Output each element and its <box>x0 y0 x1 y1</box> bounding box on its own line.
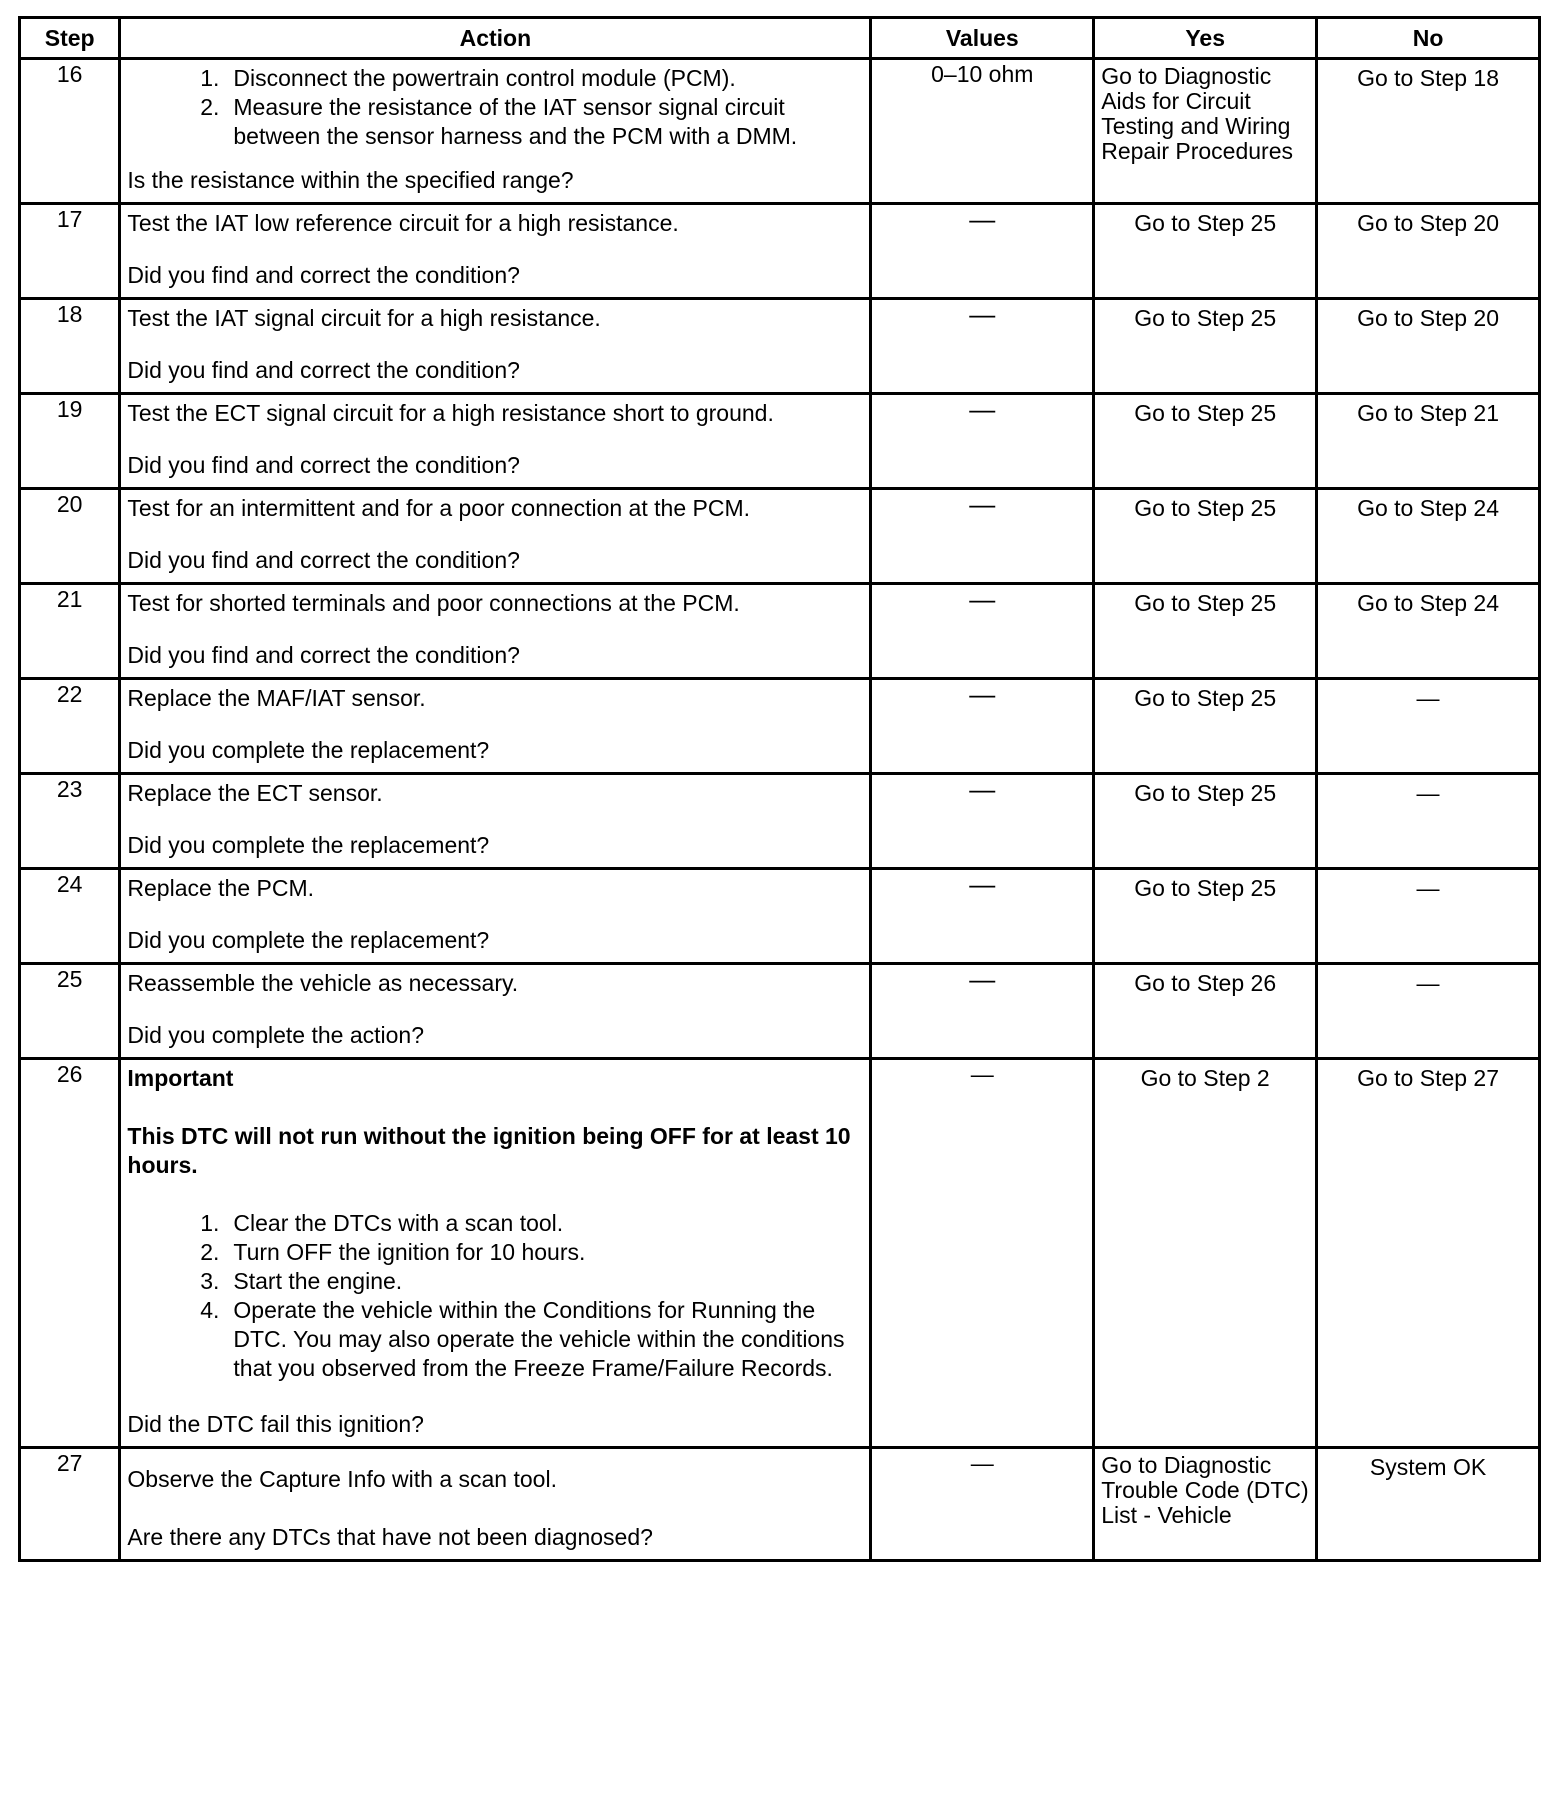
action-cell <box>120 964 871 1059</box>
step-number: 21 <box>20 584 120 679</box>
yes-cell: Go to Step 25 <box>1094 584 1317 679</box>
yes-cell: Go to Step 25 <box>1094 489 1317 584</box>
procedure-list <box>127 64 863 151</box>
values-cell: — <box>871 489 1094 584</box>
step-number: 27 <box>20 1448 120 1561</box>
values-cell: — <box>871 204 1094 299</box>
action-cell <box>120 869 871 964</box>
list-item: 3. Start the engine. <box>200 1268 403 1294</box>
no-cell: — <box>1317 679 1540 774</box>
action-text: Observe the Capture Info with a scan tool. <box>127 1466 557 1492</box>
action-cell <box>120 679 871 774</box>
action-question: Did you find and correct the condition? <box>127 547 520 573</box>
yes-cell: Go to Step 25 <box>1094 299 1317 394</box>
action-cell <box>120 59 871 204</box>
important-note: This DTC will not run without the ignition being OFF for at least 10 hours. <box>127 1123 851 1178</box>
header-action: Action <box>120 18 871 59</box>
list-item: 4. Operate the vehicle within the Conditions for Running the DTC. You may also operate the vehicle within the conditions that you observed from the Freeze Frame/Failure Records. <box>200 1297 845 1381</box>
action-question: Did you complete the action? <box>127 1022 425 1048</box>
values-cell: — <box>871 1448 1094 1561</box>
action-text: Test the ECT signal circuit for a high resistance short to ground. <box>127 400 774 426</box>
no-cell: — <box>1317 869 1540 964</box>
values-cell: — <box>871 1059 1094 1448</box>
action-cell <box>120 1059 871 1448</box>
list-item: 2. Measure the resistance of the IAT sensor signal circuit between the sensor harness and the PCM with a DMM. <box>200 94 798 149</box>
action-cell <box>120 774 871 869</box>
no-cell: System OK <box>1317 1448 1540 1561</box>
action-text: Test for an intermittent and for a poor connection at the PCM. <box>127 495 750 521</box>
values-cell: — <box>871 584 1094 679</box>
values-cell: — <box>871 964 1094 1059</box>
action-question: Did you find and correct the condition? <box>127 452 520 478</box>
action-text: Test the IAT low reference circuit for a high resistance. <box>127 210 679 236</box>
table-row <box>20 964 1540 1059</box>
action-question: Are there any DTCs that have not been diagnosed? <box>127 1524 653 1550</box>
yes-cell: Go to Step 25 <box>1094 394 1317 489</box>
values-cell: — <box>871 774 1094 869</box>
step-number: 16 <box>20 59 120 204</box>
action-question: Did the DTC fail this ignition? <box>127 1411 424 1437</box>
yes-cell: Go to Step 26 <box>1094 964 1317 1059</box>
action-question: Did you complete the replacement? <box>127 927 490 953</box>
table-row <box>20 869 1540 964</box>
step-number: 22 <box>20 679 120 774</box>
step-number: 19 <box>20 394 120 489</box>
header-step: Step <box>20 18 120 59</box>
values-cell: 0–10 ohm <box>871 59 1094 204</box>
action-text: Replace the PCM. <box>127 875 315 901</box>
table-row <box>20 394 1540 489</box>
yes-cell: Go to Diagnostic Trouble Code (DTC) List - Vehicle <box>1094 1448 1317 1561</box>
table-row <box>20 584 1540 679</box>
yes-cell: Go to Step 25 <box>1094 679 1317 774</box>
no-cell: Go to Step 24 <box>1317 584 1540 679</box>
action-question: Is the resistance within the specified range? <box>127 167 574 193</box>
list-item: 1. Clear the DTCs with a scan tool. <box>200 1210 564 1236</box>
list-item: 1. Disconnect the powertrain control module (PCM). <box>200 65 736 91</box>
header-yes: Yes <box>1094 18 1317 59</box>
values-cell: — <box>871 869 1094 964</box>
table-row <box>20 489 1540 584</box>
values-cell: — <box>871 394 1094 489</box>
no-cell: Go to Step 20 <box>1317 299 1540 394</box>
no-cell: Go to Step 27 <box>1317 1059 1540 1448</box>
action-cell <box>120 1448 871 1561</box>
action-cell <box>120 489 871 584</box>
step-number: 18 <box>20 299 120 394</box>
header-no: No <box>1317 18 1540 59</box>
no-cell: Go to Step 18 <box>1317 59 1540 204</box>
action-text: Test for shorted terminals and poor connections at the PCM. <box>127 590 740 616</box>
yes-cell: Go to Step 25 <box>1094 774 1317 869</box>
action-question: Did you find and correct the condition? <box>127 262 520 288</box>
no-cell: — <box>1317 964 1540 1059</box>
action-text: Test the IAT signal circuit for a high resistance. <box>127 305 601 331</box>
diagnostic-table <box>18 16 1541 1562</box>
yes-cell: Go to Step 2 <box>1094 1059 1317 1448</box>
important-title: Important <box>127 1065 234 1091</box>
action-cell <box>120 204 871 299</box>
table-row <box>20 774 1540 869</box>
table-row <box>20 1059 1540 1448</box>
step-number: 24 <box>20 869 120 964</box>
yes-cell: Go to Step 25 <box>1094 204 1317 299</box>
action-cell <box>120 299 871 394</box>
header-values: Values <box>871 18 1094 59</box>
table-row <box>20 204 1540 299</box>
yes-cell: Go to Diagnostic Aids for Circuit Testing and Wiring Repair Procedures <box>1094 59 1317 204</box>
action-text: Replace the ECT sensor. <box>127 780 383 806</box>
table-row <box>20 679 1540 774</box>
action-question: Did you complete the replacement? <box>127 832 490 858</box>
step-number: 17 <box>20 204 120 299</box>
action-text: Replace the MAF/IAT sensor. <box>127 685 426 711</box>
step-number: 26 <box>20 1059 120 1448</box>
action-question: Did you find and correct the condition? <box>127 642 520 668</box>
values-cell: — <box>871 299 1094 394</box>
no-cell: Go to Step 24 <box>1317 489 1540 584</box>
action-text: Reassemble the vehicle as necessary. <box>127 970 519 996</box>
action-question: Did you find and correct the condition? <box>127 357 520 383</box>
values-cell: — <box>871 679 1094 774</box>
step-number: 20 <box>20 489 120 584</box>
action-question: Did you complete the replacement? <box>127 737 490 763</box>
table-row <box>20 1448 1540 1561</box>
table-row <box>20 299 1540 394</box>
procedure-list <box>127 1209 863 1383</box>
action-cell <box>120 394 871 489</box>
step-number: 25 <box>20 964 120 1059</box>
table-row <box>20 59 1540 204</box>
header-row <box>20 18 1540 59</box>
list-item: 2. Turn OFF the ignition for 10 hours. <box>200 1239 586 1265</box>
step-number: 23 <box>20 774 120 869</box>
yes-cell: Go to Step 25 <box>1094 869 1317 964</box>
no-cell: Go to Step 21 <box>1317 394 1540 489</box>
no-cell: Go to Step 20 <box>1317 204 1540 299</box>
no-cell: — <box>1317 774 1540 869</box>
action-cell <box>120 584 871 679</box>
